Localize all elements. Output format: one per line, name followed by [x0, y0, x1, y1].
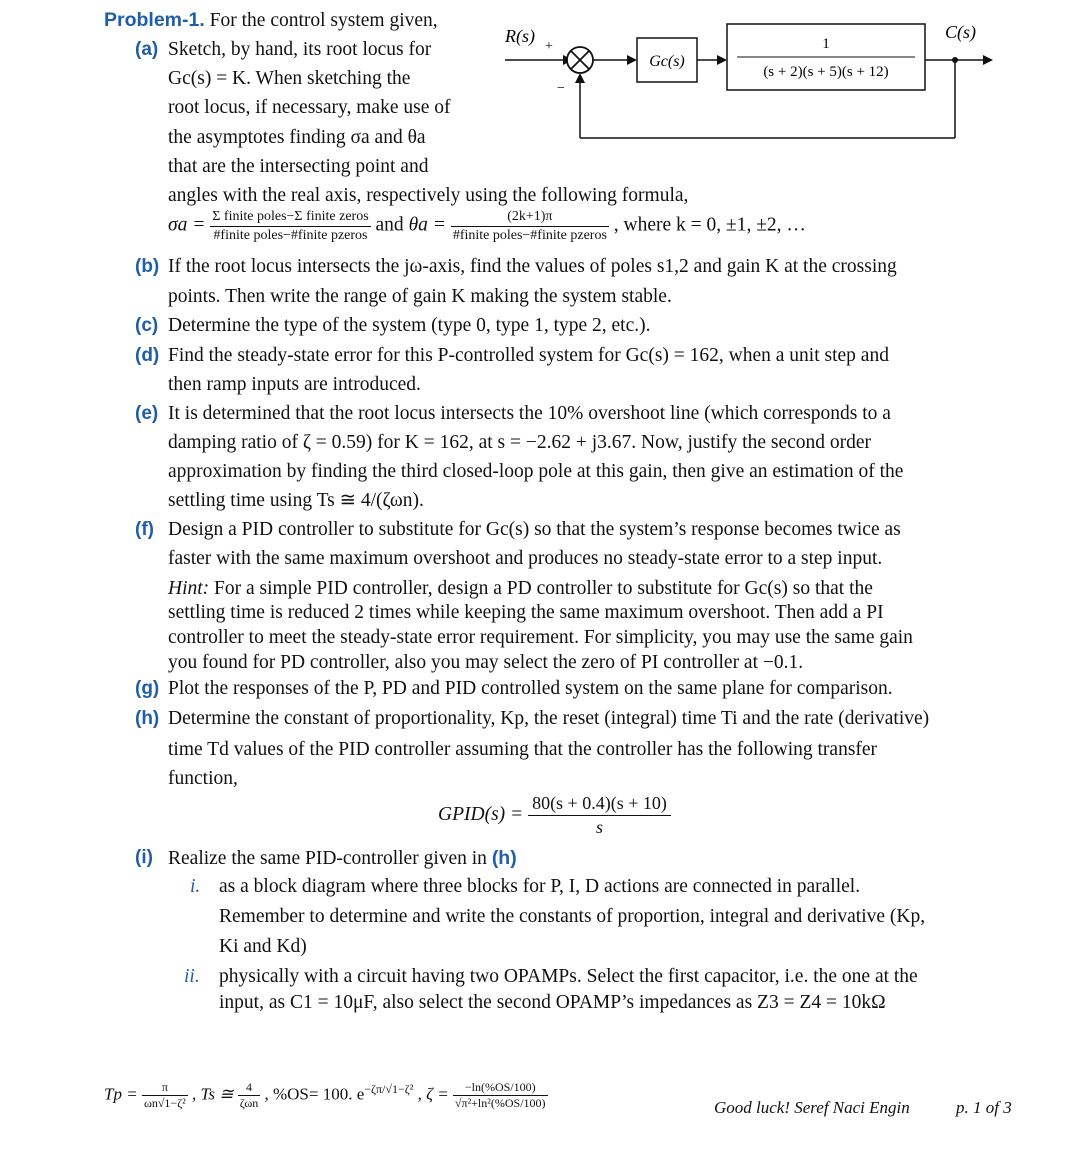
- sub-i-line-1: as a block diagram where three blocks for P, I, D actions are connected in parallel.: [219, 876, 861, 897]
- hint-text-1: For a simple PID controller, design a PD controller to substitute for Gc(s) so that the: [214, 578, 873, 599]
- page-number: p. 1 of 3: [956, 1098, 1012, 1117]
- part-i-ref: (h): [491, 847, 517, 869]
- good-luck-signature: Good luck! Seref Naci Engin: [714, 1098, 910, 1117]
- part-i-intro: Realize the same PID-controller given in: [168, 848, 487, 869]
- pid-fraction: [528, 792, 671, 838]
- part-e-line-2: damping ratio of ζ = 0.59) for K = 162, at s = −2.62 + j3.67. Now, justify the second order: [168, 432, 872, 453]
- part-f-label: (f): [135, 519, 154, 540]
- part-a-line-6: angles with the real axis, respectively using the following formula,: [168, 185, 689, 206]
- sub-ii-line-1: physically with a circuit having two OPAMPs. Select the first capacitor, i.e. the one at the: [219, 966, 918, 987]
- part-e-line-3: approximation by finding the third closed-loop pole at this gain, then give an estimation of the: [168, 461, 904, 482]
- output-label: C(s): [945, 22, 976, 42]
- part-b-label: (b): [135, 256, 160, 277]
- pid-formula: [438, 792, 671, 838]
- tp-denominator: ωn√1−ζ²: [143, 1096, 186, 1110]
- part-e-line-1: It is determined that the root locus intersects the 10% overshoot line (which corresponds to a: [168, 403, 891, 424]
- part-b-line-2: points. Then write the range of gain K making the system stable.: [168, 286, 672, 307]
- zeta-denominator: √π²+ln²(%OS/100): [454, 1096, 546, 1110]
- asymptote-formulas: [168, 208, 806, 244]
- part-d-label: (d): [135, 345, 160, 366]
- sigma-numerator: Σ finite poles−Σ finite zeros: [210, 208, 370, 227]
- hint-line-4: you found for PD controller, also you may select the zero of PI controller at −0.1.: [168, 652, 804, 673]
- part-d-line-1: Find the steady-state error for this P-controlled system for Gc(s) = 162, when a unit step and: [168, 345, 889, 366]
- plus-sign: +: [545, 39, 553, 54]
- zeta-numerator: −ln(%OS/100): [453, 1080, 548, 1096]
- theta-denominator: #finite poles−#finite pzeros: [452, 227, 607, 243]
- part-a-line-1: Sketch, by hand, its root locus for: [168, 39, 432, 60]
- summing-junction: [567, 47, 593, 73]
- ts-denominator: ζωn: [239, 1096, 259, 1110]
- sub-ii-line-2: input, as C1 = 10μF, also select the second OPAMP’s impedances as Z3 = Z4 = 10kΩ: [219, 992, 886, 1013]
- and-text: and: [375, 214, 404, 236]
- part-g-line-1: Plot the responses of the P, PD and PID controlled system on the same plane for comparison.: [168, 678, 893, 699]
- hint-line-1: [168, 577, 873, 601]
- pid-numerator: 80(s + 0.4)(s + 10): [528, 792, 671, 816]
- input-label: R(s): [505, 26, 535, 46]
- part-f-line-2: faster with the same maximum overshoot and produces no steady-state error to a step input.: [168, 548, 883, 569]
- part-d-line-2: then ramp inputs are introduced.: [168, 374, 421, 395]
- part-f-line-1: Design a PID controller to substitute for Gc(s) so that the system’s response becomes twice as: [168, 519, 901, 540]
- part-h-line-1: Determine the constant of proportionality, Kp, the reset (integral) time Ti and the rate (derivative): [168, 708, 930, 729]
- part-e-label: (e): [135, 403, 159, 424]
- problem-intro: For the control system given,: [209, 10, 438, 31]
- footer-formulas: [104, 1080, 548, 1111]
- part-c-line-1: Determine the type of the system (type 0, type 1, type 2, etc.).: [168, 315, 651, 336]
- where-text: , where k = 0, ±1, ±2, …: [613, 214, 806, 236]
- sigma-fraction: [210, 208, 370, 244]
- pid-denominator: s: [595, 816, 603, 837]
- sub-ii-label: ii.: [184, 966, 200, 987]
- minus-sign: −: [557, 81, 565, 96]
- plant-numerator: 1: [822, 36, 830, 52]
- sigma-lhs: σa =: [168, 214, 206, 236]
- hint-line-3: controller to meet the steady-state error requirement. For simplicity, you may use the same gain: [168, 627, 913, 648]
- part-a-line-3: root locus, if necessary, make use of: [168, 97, 451, 118]
- part-a-line-2: Gc(s) = K. When sketching the: [168, 68, 411, 89]
- input-arrow: [505, 55, 573, 65]
- pid-lhs: GPID(s) =: [438, 803, 524, 825]
- part-h-line-2: time Td values of the PID controller assuming that the controller has the following transfer: [168, 739, 878, 760]
- hint-label: Hint:: [168, 578, 210, 599]
- hint-line-2: settling time is reduced 2 times while keeping the same maximum overshoot. Then add a PI: [168, 602, 884, 623]
- plant-denominator: (s + 2)(s + 5)(s + 12): [763, 64, 889, 80]
- ts-numerator: 4: [238, 1080, 260, 1096]
- theta-lhs: θa =: [408, 214, 446, 236]
- part-i-label: (i): [135, 847, 153, 868]
- part-c-label: (c): [135, 315, 159, 336]
- sub-i-line-3: Ki and Kd): [219, 936, 307, 957]
- sigma-denominator: #finite poles−#finite pzeros: [213, 227, 368, 243]
- theta-numerator: (2k+1)π: [451, 208, 609, 227]
- ts-lhs: , Ts ≅: [192, 1084, 234, 1104]
- zeta-fraction: [453, 1080, 548, 1111]
- problem-title: Problem-1.: [104, 9, 205, 31]
- sub-i-label: i.: [190, 876, 201, 897]
- part-h-label: (h): [135, 708, 160, 729]
- problem-heading: [104, 8, 438, 33]
- controller-label: Gc(s): [649, 53, 685, 70]
- ts-fraction: [238, 1080, 260, 1111]
- part-g-label: (g): [135, 678, 160, 699]
- part-a-line-4: the asymptotes finding σa and θa: [168, 127, 426, 148]
- part-i-text: [168, 846, 517, 871]
- block-diagram: [495, 10, 1005, 150]
- part-e-line-4: settling time using Ts ≅ 4/(ζωn).: [168, 490, 424, 511]
- tp-lhs: Tp =: [104, 1084, 138, 1104]
- os-text: , %OS= 100. e: [264, 1084, 365, 1104]
- tp-numerator: π: [142, 1080, 188, 1096]
- part-h-line-3: function,: [168, 768, 238, 789]
- os-exponent: −ζπ/√1−ζ²: [364, 1081, 414, 1096]
- zeta-lhs: , ζ =: [417, 1084, 449, 1104]
- theta-fraction: [451, 208, 609, 244]
- part-b-line-1: If the root locus intersects the jω-axis, find the values of poles s1,2 and gain K at the crossing: [168, 256, 897, 277]
- sub-i-line-2: Remember to determine and write the constants of proportion, integral and derivative (Kp,: [219, 906, 926, 927]
- part-a-label: (a): [135, 39, 159, 60]
- tp-fraction: [142, 1080, 188, 1111]
- part-a-line-5: that are the intersecting point and: [168, 156, 429, 177]
